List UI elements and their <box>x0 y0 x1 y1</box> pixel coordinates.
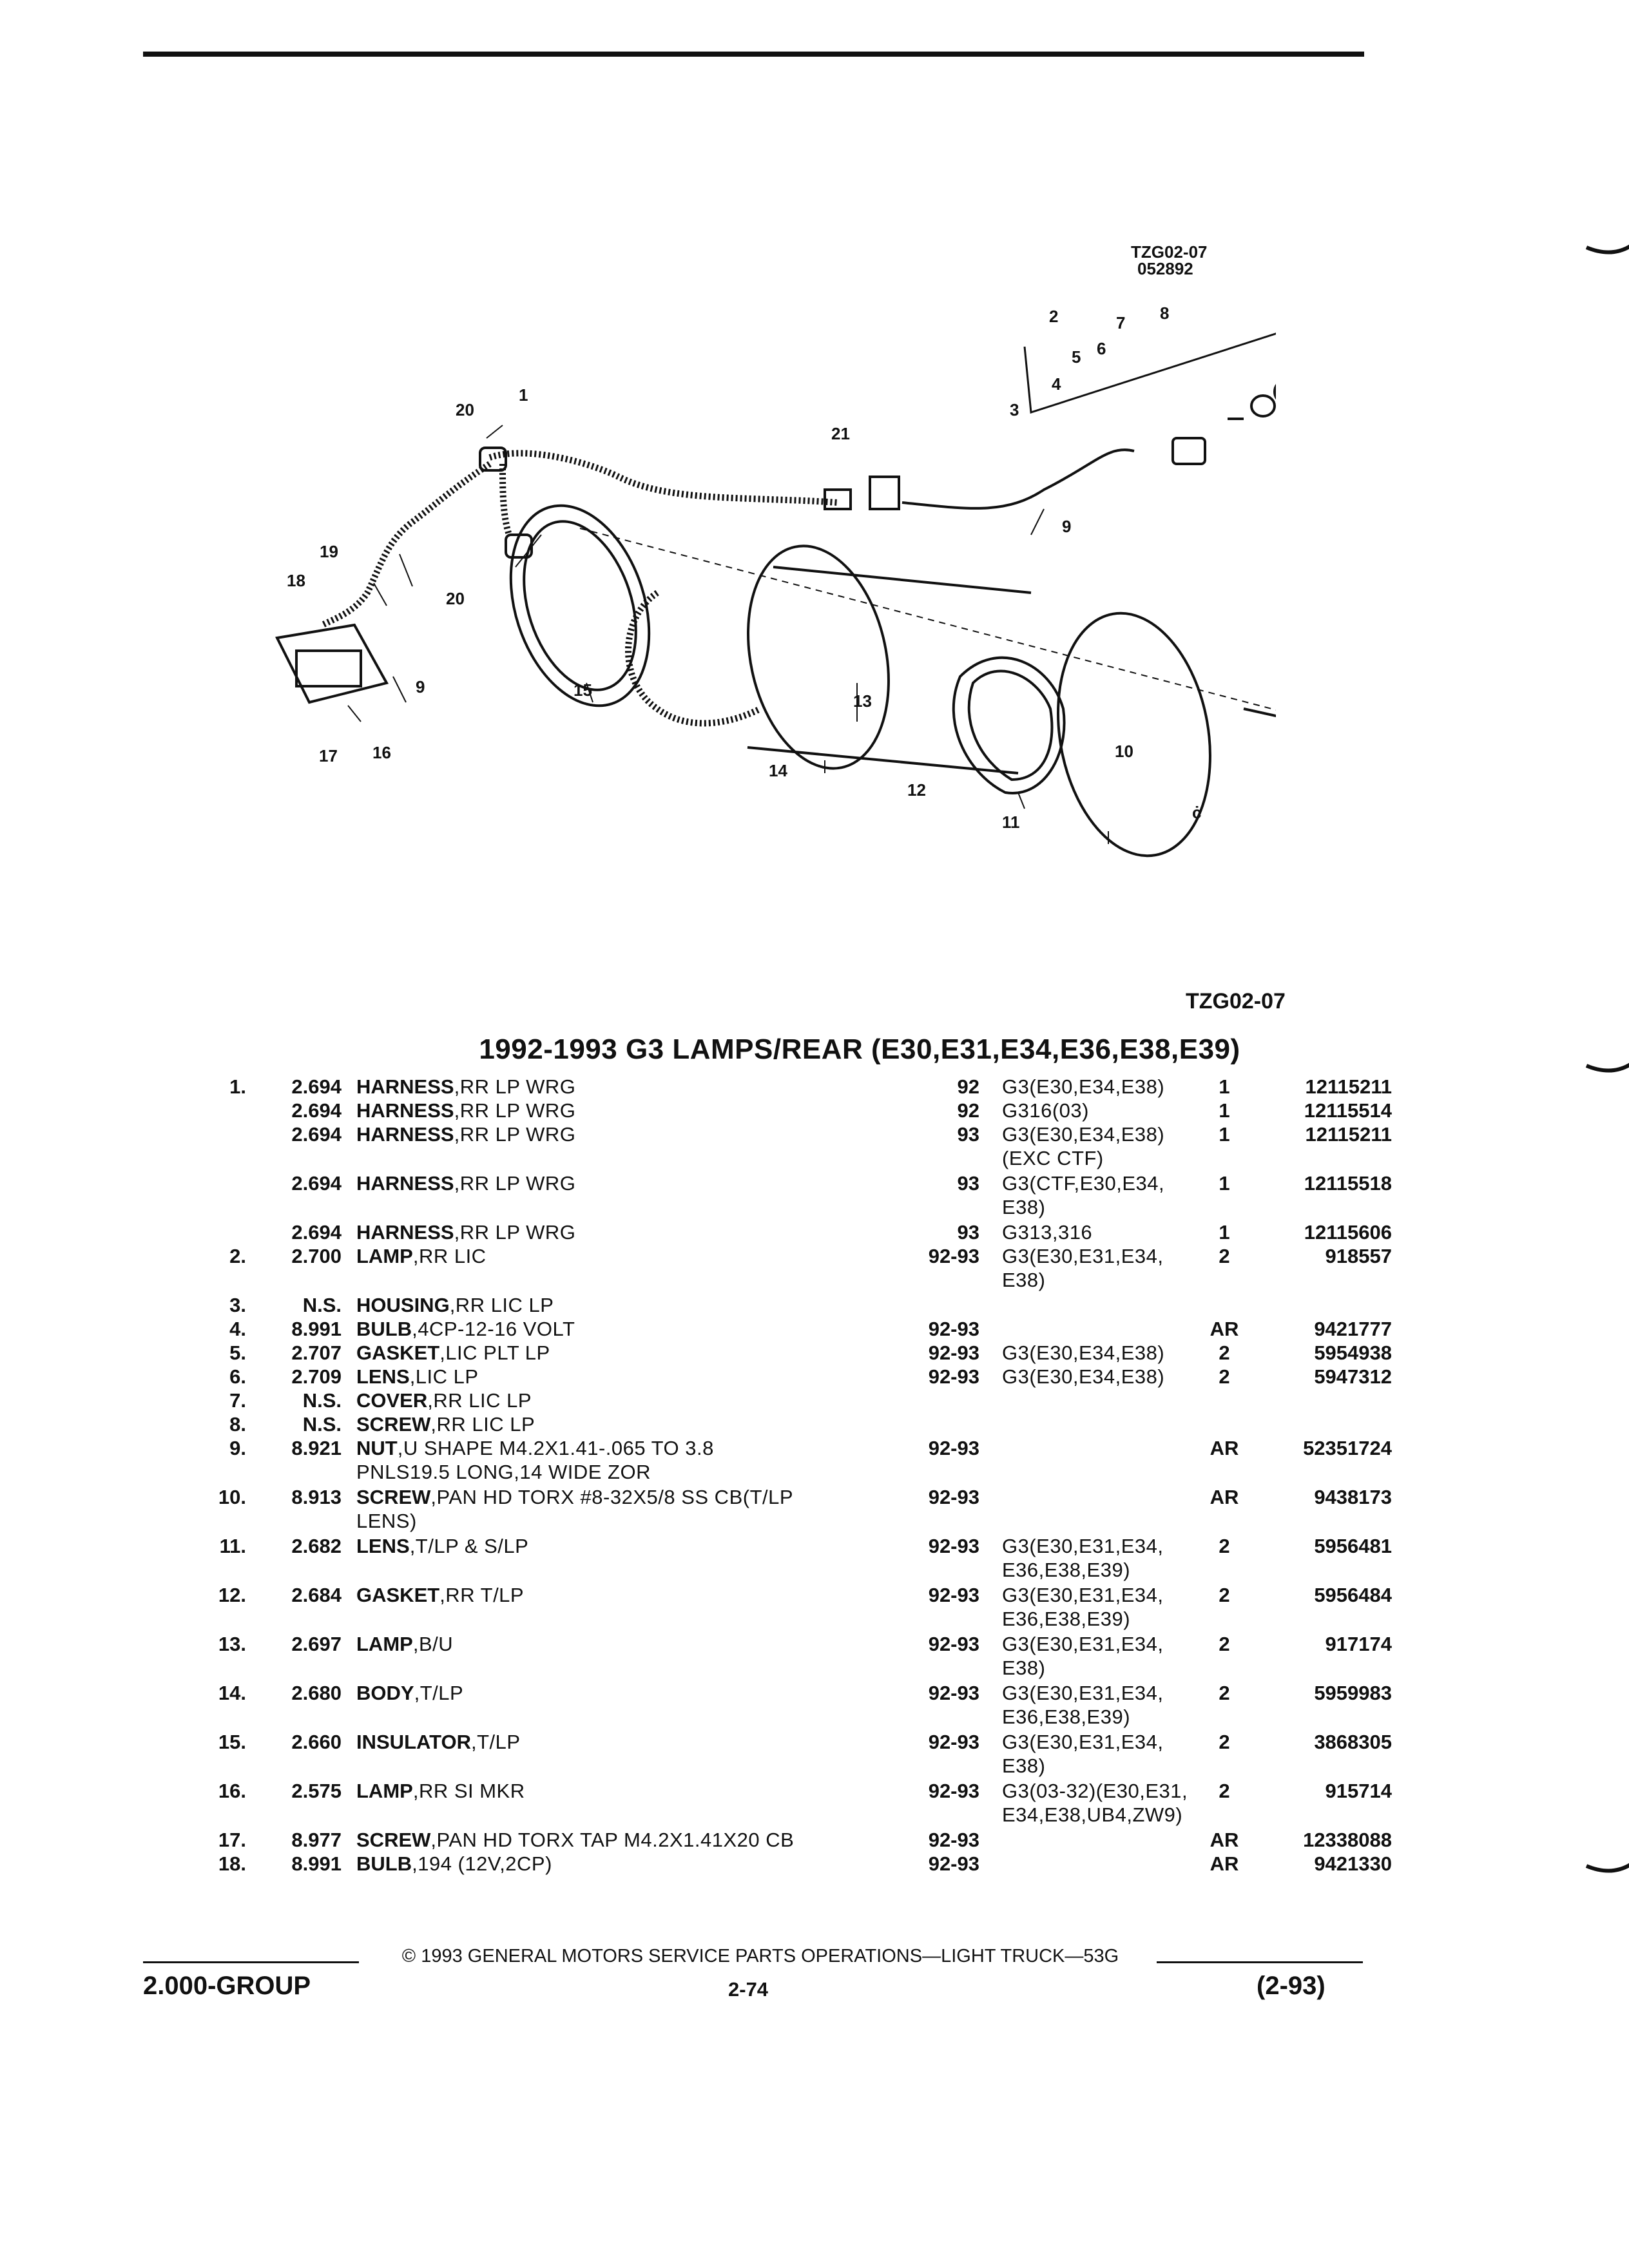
part-description <box>356 1389 865 1412</box>
model-years: 92 <box>957 1075 979 1098</box>
item-number: 1. <box>229 1075 246 1098</box>
model-years: 92-93 <box>928 1682 979 1704</box>
model-years: 92-93 <box>928 1245 979 1267</box>
part-name: SCREW <box>356 1486 431 1508</box>
part-number: 9438173 <box>1314 1486 1392 1508</box>
usage-code <box>1002 1365 1208 1389</box>
usage-code <box>1002 1730 1208 1778</box>
part-name: HARNESS <box>356 1123 454 1146</box>
group-code: 2.709 <box>291 1365 342 1388</box>
diagram-callout: 15 <box>574 680 592 700</box>
usage-text: G3(E30,E31,E34, <box>1002 1682 1164 1704</box>
table-row <box>187 1099 1392 1122</box>
usage-text: G3(E30,E31,E34, <box>1002 1245 1164 1267</box>
part-description <box>356 1099 865 1122</box>
part-name: LENS <box>356 1535 410 1557</box>
part-detail: ,RR LIC LP <box>449 1294 554 1316</box>
group-code: 2.694 <box>291 1172 342 1195</box>
margin-mark-icon <box>1585 244 1629 260</box>
diagram-callout: 6 <box>1097 339 1106 358</box>
part-description <box>356 1075 865 1099</box>
quantity: 1 <box>1219 1099 1230 1122</box>
part-number: 12115211 <box>1305 1123 1392 1146</box>
group-code: 2.697 <box>291 1633 342 1655</box>
part-description <box>356 1828 865 1852</box>
part-number: 918557 <box>1325 1245 1392 1267</box>
part-name: INSULATOR <box>356 1731 471 1753</box>
table-row <box>187 1436 1392 1484</box>
part-name: HARNESS <box>356 1221 454 1244</box>
quantity: 1 <box>1219 1221 1230 1244</box>
group-code: 2.707 <box>291 1341 342 1364</box>
part-detail: ,RR LP WRG <box>454 1123 576 1146</box>
model-years: 92-93 <box>928 1633 979 1655</box>
part-number: 12115606 <box>1304 1221 1392 1244</box>
usage-text: G3(E30,E31,E34, <box>1002 1535 1164 1557</box>
usage-text-continued: E38) <box>1002 1196 1046 1218</box>
part-detail: ,T/LP & S/LP <box>409 1535 529 1557</box>
table-row <box>187 1485 1392 1533</box>
group-code: 2.684 <box>291 1584 342 1606</box>
part-description <box>356 1632 865 1656</box>
group-code: 2.682 <box>291 1535 342 1557</box>
part-detail: ,RR LP WRG <box>454 1221 576 1244</box>
item-number: 6. <box>229 1365 246 1388</box>
diagram-callout: 5 <box>1072 347 1081 367</box>
diagram-callout: 18 <box>287 571 305 590</box>
part-number: 52351724 <box>1303 1437 1392 1459</box>
table-row <box>187 1681 1392 1729</box>
usage-text-continued: E36,E38,E39) <box>1002 1608 1131 1630</box>
quantity: AR <box>1210 1829 1239 1851</box>
quantity: 2 <box>1219 1633 1230 1655</box>
model-years: 92-93 <box>928 1829 979 1851</box>
usage-text: G3(E30,E34,E38) <box>1002 1075 1165 1098</box>
part-name: HARNESS <box>356 1172 454 1195</box>
group-code: 8.991 <box>291 1852 342 1875</box>
part-description <box>356 1317 865 1341</box>
usage-text: G3(E30,E34,E38) <box>1002 1365 1165 1388</box>
section-title: 1992-1993 G3 LAMPS/REAR (E30,E31,E34,E36,E38,E39) <box>479 1033 1240 1065</box>
usage-text: G3(E30,E31,E34, <box>1002 1584 1164 1606</box>
model-years: 92-93 <box>928 1365 979 1388</box>
group-code: 2.694 <box>291 1075 342 1098</box>
diagram-callout: 1 <box>519 385 528 405</box>
group-label: 2.000-GROUP <box>143 1972 311 2000</box>
part-detail: ,PAN HD TORX TAP M4.2X1.41X20 CB <box>430 1829 795 1851</box>
table-row <box>187 1171 1392 1219</box>
group-code: 2.575 <box>291 1780 342 1802</box>
item-number: 14. <box>218 1682 246 1704</box>
usage-text: G313,316 <box>1002 1221 1093 1244</box>
usage-code <box>1002 1171 1208 1219</box>
usage-text: G3(E30,E34,E38) <box>1002 1123 1165 1146</box>
group-code: 2.694 <box>291 1221 342 1244</box>
part-detail: ,PAN HD TORX #8-32X5/8 SS CB(T/LP <box>430 1486 794 1508</box>
part-detail: ,4CP-12-16 VOLT <box>412 1318 575 1340</box>
quantity: AR <box>1210 1486 1239 1508</box>
part-description <box>356 1171 865 1195</box>
group-code: N.S. <box>302 1413 342 1436</box>
quantity: 2 <box>1219 1245 1230 1267</box>
group-code: 2.700 <box>291 1245 342 1267</box>
model-years: 93 <box>957 1123 979 1146</box>
model-years: 92-93 <box>928 1486 979 1508</box>
table-row <box>187 1730 1392 1778</box>
diagram-callout: 8 <box>1160 303 1170 323</box>
part-description <box>356 1779 865 1803</box>
usage-text-continued: E36,E38,E39) <box>1002 1706 1131 1728</box>
figure-code: TZG02-07 <box>1186 989 1286 1014</box>
usage-code <box>1002 1122 1208 1170</box>
table-row <box>187 1632 1392 1680</box>
diagram-artist-mark: ċ <box>1192 803 1202 822</box>
part-number: 5956481 <box>1314 1535 1392 1557</box>
diagram-callout: 2 <box>1049 307 1059 326</box>
part-detail: ,RR LIC <box>412 1245 487 1267</box>
part-name: LAMP <box>356 1633 413 1655</box>
diagram-callout: 19 <box>320 542 338 561</box>
model-years: 92-93 <box>928 1341 979 1364</box>
part-name: BULB <box>356 1852 412 1875</box>
table-row <box>187 1534 1392 1582</box>
quantity: 2 <box>1219 1341 1230 1364</box>
part-number: 917174 <box>1325 1633 1392 1655</box>
item-number: 17. <box>218 1829 246 1851</box>
part-name: HOUSING <box>356 1294 450 1316</box>
model-years: 92-93 <box>928 1731 979 1753</box>
model-years: 92-93 <box>928 1437 979 1459</box>
diagram-callout: 9 <box>1062 517 1072 536</box>
item-number: 13. <box>218 1633 246 1655</box>
diagram-callout: 14 <box>769 761 787 780</box>
part-name: HARNESS <box>356 1099 454 1122</box>
part-description <box>356 1534 865 1558</box>
group-code: 8.921 <box>291 1437 342 1459</box>
part-description <box>356 1412 865 1436</box>
part-description <box>356 1583 865 1607</box>
table-row <box>187 1412 1392 1436</box>
part-detail: ,LIC LP <box>409 1365 479 1388</box>
diagram-stamp-date: 052892 <box>1137 259 1193 278</box>
diagram-callout: 13 <box>853 691 872 711</box>
part-description <box>356 1436 865 1484</box>
quantity: 2 <box>1219 1584 1230 1606</box>
quantity: 1 <box>1219 1075 1230 1098</box>
quantity: 2 <box>1219 1365 1230 1388</box>
part-name: BULB <box>356 1318 412 1340</box>
part-detail: ,RR LP WRG <box>454 1172 576 1195</box>
usage-code <box>1002 1220 1208 1244</box>
group-code: N.S. <box>302 1294 342 1316</box>
part-detail: ,LIC PLT LP <box>439 1341 550 1364</box>
footer-rule <box>1157 1961 1363 1963</box>
table-row <box>187 1852 1392 1876</box>
model-years: 92-93 <box>928 1852 979 1875</box>
model-years: 92-93 <box>928 1584 979 1606</box>
usage-code <box>1002 1583 1208 1631</box>
usage-code <box>1002 1779 1208 1827</box>
diagram-callout: 10 <box>1115 742 1133 761</box>
table-row <box>187 1389 1392 1412</box>
group-code: 8.977 <box>291 1829 342 1851</box>
margin-mark-icon <box>1585 1862 1629 1879</box>
page-number: 2-74 <box>728 1978 769 2001</box>
table-row <box>187 1583 1392 1631</box>
usage-text-continued: E34,E38,UB4,ZW9) <box>1002 1803 1183 1826</box>
usage-code <box>1002 1244 1208 1292</box>
exploded-parts-diagram <box>258 232 1276 863</box>
part-name: LAMP <box>356 1245 413 1267</box>
part-detail: ,194 (12V,2CP) <box>412 1852 552 1875</box>
part-name: COVER <box>356 1389 428 1412</box>
model-years: 93 <box>957 1221 979 1244</box>
diagram-callout: 20 <box>446 589 465 608</box>
quantity: 2 <box>1219 1682 1230 1704</box>
footer-rule <box>143 1961 359 1963</box>
part-number: 5947312 <box>1314 1365 1392 1388</box>
part-number: 5959983 <box>1314 1682 1392 1704</box>
item-number: 2. <box>229 1245 246 1267</box>
diagram-callout: 17 <box>319 746 338 765</box>
group-code: 2.660 <box>291 1731 342 1753</box>
diagram-callout: 7 <box>1116 313 1126 332</box>
quantity: 1 <box>1219 1123 1230 1146</box>
usage-text: G3(CTF,E30,E34, <box>1002 1172 1165 1195</box>
part-detail: ,RR SI MKR <box>412 1780 525 1802</box>
usage-text: G3(E30,E34,E38) <box>1002 1341 1165 1364</box>
part-description <box>356 1122 865 1146</box>
usage-text-continued: (EXC CTF) <box>1002 1147 1104 1169</box>
part-number: 9421330 <box>1314 1852 1392 1875</box>
table-row <box>187 1220 1392 1244</box>
part-detail: ,RR T/LP <box>439 1584 525 1606</box>
usage-text: G3(03-32)(E30,E31, <box>1002 1780 1188 1802</box>
diagram-callout: 4 <box>1052 374 1061 394</box>
table-row <box>187 1779 1392 1827</box>
item-number: 16. <box>218 1780 246 1802</box>
part-number: 12338088 <box>1303 1829 1392 1851</box>
usage-text-continued: E38) <box>1002 1269 1046 1291</box>
group-code: 2.694 <box>291 1123 342 1146</box>
part-detail: ,RR LIC LP <box>430 1413 535 1436</box>
quantity: AR <box>1210 1318 1239 1340</box>
part-number: 915714 <box>1325 1780 1392 1802</box>
usage-text: G3(E30,E31,E34, <box>1002 1633 1164 1655</box>
group-code: 2.680 <box>291 1682 342 1704</box>
usage-text-continued: E36,E38,E39) <box>1002 1559 1131 1581</box>
part-name: NUT <box>356 1437 398 1459</box>
part-detail-continued: LENS) <box>356 1510 417 1532</box>
usage-code <box>1002 1341 1208 1365</box>
rear-lamp-assembly-illustration <box>258 232 1276 863</box>
part-detail: ,RR LP WRG <box>454 1075 576 1098</box>
item-number: 7. <box>229 1389 246 1412</box>
part-detail: ,U SHAPE M4.2X1.41-.065 TO 3.8 <box>397 1437 714 1459</box>
table-row <box>187 1317 1392 1341</box>
part-description <box>356 1485 865 1533</box>
diagram-callout: 12 <box>907 780 926 800</box>
item-number: 9. <box>229 1437 246 1459</box>
table-row <box>187 1341 1392 1365</box>
item-number: 10. <box>218 1486 246 1508</box>
model-years: 92-93 <box>928 1535 979 1557</box>
quantity: 2 <box>1219 1731 1230 1753</box>
table-row <box>187 1828 1392 1852</box>
model-years: 92-93 <box>928 1318 979 1340</box>
group-code: 8.991 <box>291 1318 342 1340</box>
diagram-callout: 16 <box>372 743 391 762</box>
table-row <box>187 1365 1392 1389</box>
item-number: 15. <box>218 1731 246 1753</box>
item-number: 3. <box>229 1294 246 1316</box>
diagram-callout: 9 <box>416 677 425 697</box>
part-name: SCREW <box>356 1413 431 1436</box>
part-description <box>356 1852 865 1876</box>
group-code: 2.694 <box>291 1099 342 1122</box>
part-detail: ,RR LIC LP <box>427 1389 532 1412</box>
model-years: 93 <box>957 1172 979 1195</box>
usage-code <box>1002 1681 1208 1729</box>
quantity: 2 <box>1219 1780 1230 1802</box>
diagram-stamp-code: TZG02-07 <box>1131 242 1208 262</box>
part-number: 5954938 <box>1314 1341 1392 1364</box>
part-number: 9421777 <box>1314 1318 1392 1340</box>
usage-code <box>1002 1632 1208 1680</box>
item-number: 8. <box>229 1413 246 1436</box>
part-name: LENS <box>356 1365 410 1388</box>
part-number: 5956484 <box>1314 1584 1392 1606</box>
part-description <box>356 1681 865 1705</box>
table-row <box>187 1244 1392 1292</box>
quantity: 1 <box>1219 1172 1230 1195</box>
part-name: SCREW <box>356 1829 431 1851</box>
part-detail: ,T/LP <box>414 1682 464 1704</box>
table-row <box>187 1075 1392 1099</box>
group-code: 8.913 <box>291 1486 342 1508</box>
part-number: 12115211 <box>1305 1075 1392 1098</box>
part-number: 3868305 <box>1314 1731 1392 1753</box>
part-name: LAMP <box>356 1780 413 1802</box>
diagram-callout: 21 <box>831 424 850 443</box>
part-description <box>356 1341 865 1365</box>
part-name: GASKET <box>356 1341 440 1364</box>
part-number: 12115518 <box>1304 1172 1392 1195</box>
model-years: 92-93 <box>928 1780 979 1802</box>
diagram-callout: 11 <box>1002 812 1020 832</box>
usage-code <box>1002 1534 1208 1582</box>
top-rule <box>143 52 1364 57</box>
usage-code <box>1002 1099 1208 1122</box>
group-code: N.S. <box>302 1389 342 1412</box>
part-description <box>356 1730 865 1754</box>
quantity: AR <box>1210 1437 1239 1459</box>
item-number: 12. <box>218 1584 246 1606</box>
usage-text-continued: E38) <box>1002 1657 1046 1679</box>
part-name: GASKET <box>356 1584 440 1606</box>
part-detail: ,RR LP WRG <box>454 1099 576 1122</box>
table-row <box>187 1293 1392 1317</box>
part-description <box>356 1365 865 1389</box>
model-years: 92 <box>957 1099 979 1122</box>
item-number: 5. <box>229 1341 246 1364</box>
diagram-callout: 20 <box>456 400 474 419</box>
table-row <box>187 1122 1392 1170</box>
diagram-callout: 3 <box>1010 400 1019 419</box>
part-description <box>356 1244 865 1268</box>
part-detail-continued: PNLS19.5 LONG,14 WIDE ZOR <box>356 1461 651 1483</box>
quantity: 2 <box>1219 1535 1230 1557</box>
item-number: 11. <box>219 1535 246 1557</box>
item-number: 18. <box>218 1852 246 1875</box>
part-name: HARNESS <box>356 1075 454 1098</box>
part-number: 12115514 <box>1304 1099 1392 1122</box>
quantity: AR <box>1210 1852 1239 1875</box>
item-number: 4. <box>229 1318 246 1340</box>
revision-date: (2-93) <box>1257 1972 1325 2000</box>
part-detail: ,T/LP <box>470 1731 521 1753</box>
part-detail: ,B/U <box>412 1633 454 1655</box>
part-name: BODY <box>356 1682 414 1704</box>
usage-text: G3(E30,E31,E34, <box>1002 1731 1164 1753</box>
part-description <box>356 1293 865 1317</box>
part-description <box>356 1220 865 1244</box>
copyright-line: © 1993 GENERAL MOTORS SERVICE PARTS OPERATIONS—LIGHT TRUCK—53G <box>401 1946 1119 1966</box>
usage-code <box>1002 1075 1208 1099</box>
usage-text: G316(03) <box>1002 1099 1089 1122</box>
usage-text-continued: E38) <box>1002 1754 1046 1777</box>
